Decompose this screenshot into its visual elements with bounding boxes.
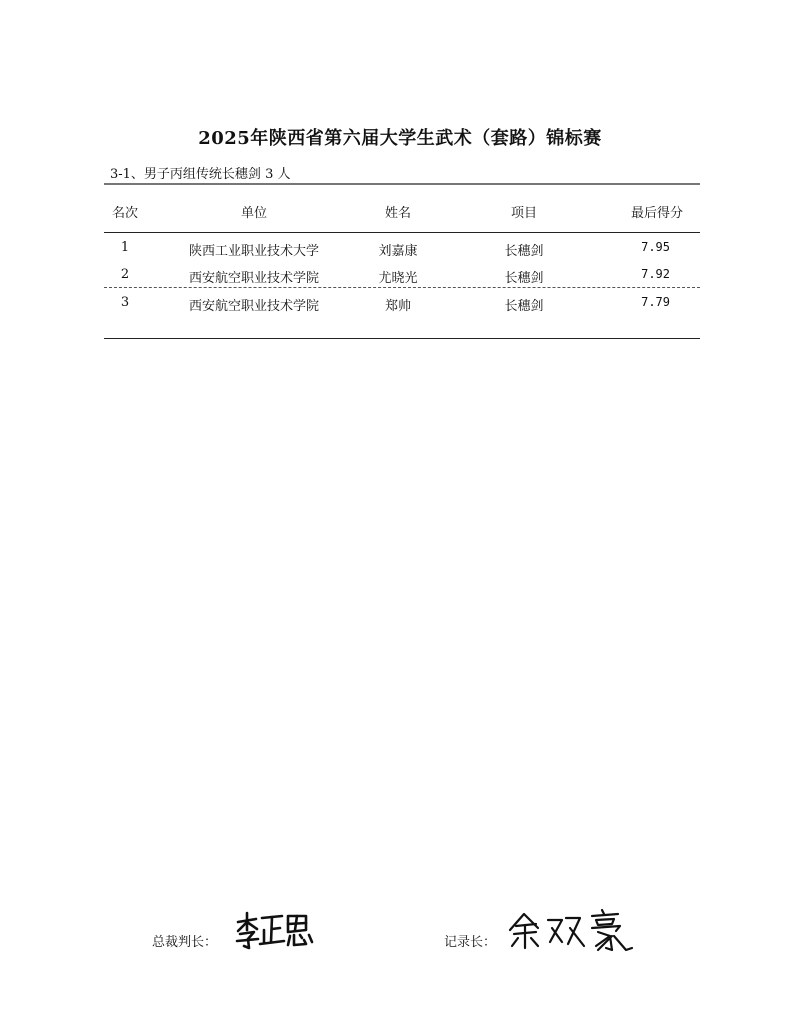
row-rank: 3 xyxy=(120,295,130,310)
row-unit: 西安航空职业技术学院 xyxy=(188,271,319,286)
medal-cutoff-dashed-rule xyxy=(104,287,700,288)
recorder-label: 记录长： xyxy=(444,935,497,950)
header-name: 姓名 xyxy=(384,206,411,221)
header-item: 项目 xyxy=(510,206,537,221)
recorder-signature xyxy=(506,906,636,954)
row-item: 长穗剑 xyxy=(504,271,544,286)
page-title: 2025年陕西省第六届大学生武术（套路）锦标赛 xyxy=(198,128,602,149)
row-score: 7.79 xyxy=(641,295,670,309)
row-score: 7.95 xyxy=(641,240,670,254)
row-rank: 1 xyxy=(120,240,130,255)
row-item: 长穗剑 xyxy=(504,244,544,259)
row-item: 长穗剑 xyxy=(504,299,544,314)
row-name: 刘嘉康 xyxy=(378,244,418,259)
row-rank: 2 xyxy=(120,267,130,282)
row-score: 7.92 xyxy=(641,267,670,281)
row-name: 尤晓光 xyxy=(378,271,418,286)
header-unit: 单位 xyxy=(240,206,267,221)
event-subtitle: 3-1、男子丙组传统长穗剑 3 人 xyxy=(110,167,291,182)
header-rank: 名次 xyxy=(111,206,138,221)
header-score: 最后得分 xyxy=(630,206,683,221)
row-unit: 陕西工业职业技术大学 xyxy=(188,244,319,259)
table-top-rule xyxy=(104,183,700,185)
table-bottom-rule xyxy=(104,338,700,339)
chief-judge-label: 总裁判长： xyxy=(152,935,218,950)
row-unit: 西安航空职业技术学院 xyxy=(188,299,319,314)
row-name: 郑帅 xyxy=(384,299,411,314)
table-header-rule xyxy=(104,232,700,233)
chief-judge-signature xyxy=(232,908,316,952)
